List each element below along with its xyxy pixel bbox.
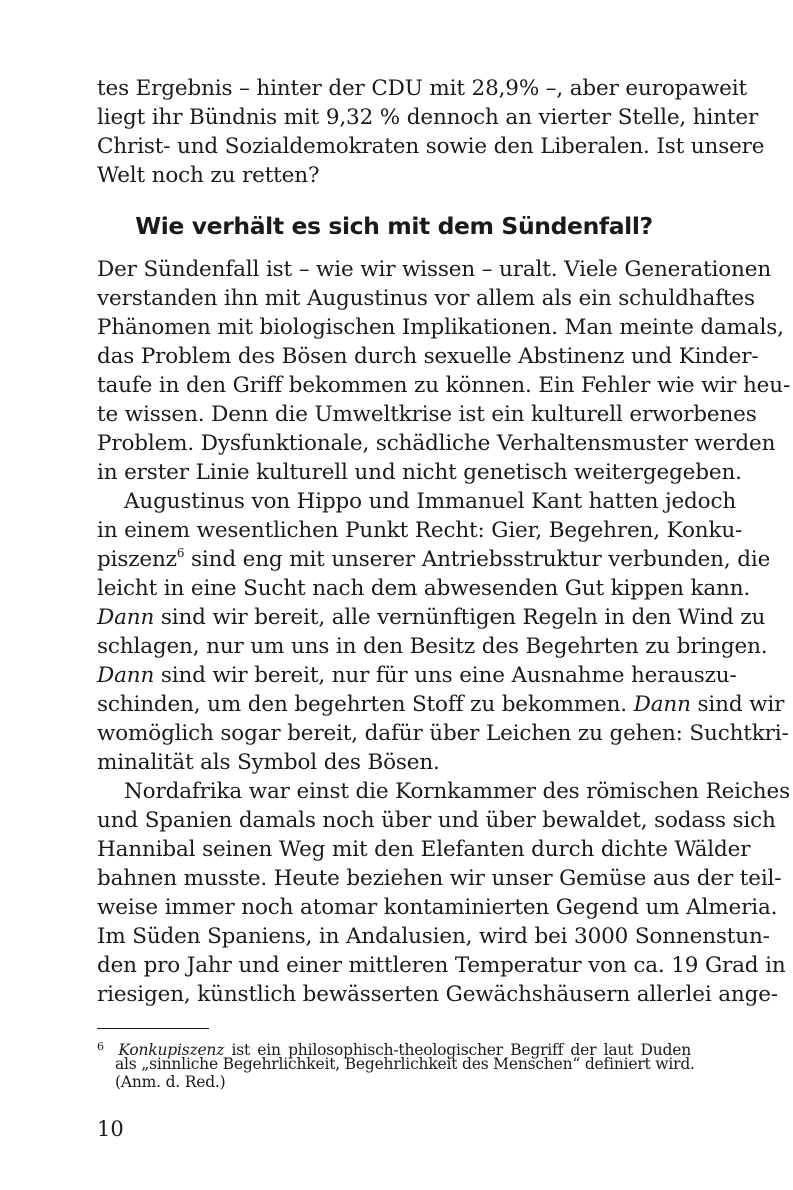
footnote-line	[97, 1038, 691, 1059]
paragraph-line: Problem. Dysfunktionale, schädliche Verhaltensmuster werden	[97, 431, 776, 456]
text-span: sind wir bereit, alle vernünftigen Regeln in den Wind zu	[154, 605, 766, 630]
section-heading: Wie verhält es sich mit dem Sündenfall?	[135, 212, 653, 240]
paragraph-line: in erster Linie kulturell und nicht genetisch weitergegeben.	[97, 460, 742, 485]
footnote-reference: 6	[176, 546, 185, 560]
paragraph-line: und Spanien damals noch über und über bewaldet, sodass sich	[97, 808, 776, 833]
paragraph-line	[97, 545, 771, 574]
paragraph-line: te wissen. Denn die Umweltkrise ist ein kulturell erworbenes	[97, 402, 757, 427]
footnote-line: als „sinnliche Begehrlichkeit, Begehrlichkeit des Menschen“ definiert wird.	[115, 1055, 695, 1073]
paragraph-line	[97, 690, 785, 719]
page-number: 10	[97, 1117, 124, 1141]
text-span: piszenz	[97, 547, 177, 572]
footnote-term: Konkupiszenz	[118, 1041, 225, 1059]
text-span: sind eng mit unserer Antriebsstruktur verbunden, die	[184, 547, 771, 572]
footnote-line: (Anm. d. Red.)	[115, 1073, 226, 1091]
paragraph-line: das Problem des Bösen durch sexuelle Abstinenz und Kinder-	[97, 344, 759, 369]
paragraph-line: weise immer noch atomar kontaminierten Gegend um Almeria.	[97, 895, 778, 920]
emphasis-text: Dann	[97, 605, 155, 630]
paragraph-line: minalität als Symbol des Bösen.	[97, 750, 440, 775]
paragraph-line: Der Sündenfall ist – wie wir wissen – uralt. Viele Generationen	[97, 257, 772, 282]
paragraph-line	[97, 603, 766, 632]
text-span: schinden, um den begehrten Stoff zu bekommen.	[97, 692, 634, 717]
paragraph-line: Welt noch zu retten?	[97, 163, 320, 188]
paragraph-line: verstanden ihn mit Augustinus vor allem als ein schuldhaftes	[97, 286, 755, 311]
emphasis-text: Dann	[633, 692, 691, 717]
paragraph-line: Im Süden Spaniens, in Andalusien, wird bei 3000 Sonnenstun-	[97, 924, 770, 949]
paragraph-line: Augustinus von Hippo und Immanuel Kant hatten jedoch	[124, 489, 737, 514]
paragraph-line	[97, 661, 737, 690]
paragraph-line: tes Ergebnis – hinter der CDU mit 28,9% –, aber europaweit	[97, 76, 747, 101]
paragraph-line: bahnen musste. Heute beziehen wir unser Gemüse aus der teil-	[97, 866, 782, 891]
paragraph-line: womöglich sogar bereit, dafür über Leichen zu gehen: Suchtkri-	[97, 721, 789, 746]
footnote-text: ist ein philosophisch-theologischer Begriff der laut Duden	[224, 1041, 691, 1059]
text-span: sind wir bereit, nur für uns eine Ausnahme herauszu-	[154, 663, 737, 688]
footnote-number: 6	[97, 1040, 104, 1053]
paragraph-line: liegt ihr Bündnis mit 9,32 % dennoch an vierter Stelle, hinter	[97, 105, 759, 130]
paragraph-line: schlagen, nur um uns in den Besitz des Begehrten zu bringen.	[97, 634, 768, 659]
paragraph-line: Phänomen mit biologischen Implikationen. Man meinte damals,	[97, 315, 784, 340]
paragraph-line: Christ- und Sozialdemokraten sowie den Liberalen. Ist unsere	[97, 134, 765, 159]
emphasis-text: Dann	[97, 663, 155, 688]
paragraph-line: in einem wesentlichen Punkt Recht: Gier, Begehren, Konku-	[97, 518, 743, 543]
paragraph-line: taufe in den Griff bekommen zu können. Ein Fehler wie wir heu-	[97, 373, 791, 398]
paragraph-line: Hannibal seinen Weg mit den Elefanten durch dichte Wälder	[97, 837, 751, 862]
paragraph-line: Nordafrika war einst die Kornkammer des römischen Reiches	[124, 779, 790, 804]
footnote-divider	[97, 1028, 209, 1029]
paragraph-line: den pro Jahr und einer mittleren Temperatur von ca. 19 Grad in	[97, 953, 786, 978]
text-span: sind wir	[690, 692, 785, 717]
paragraph-line: leicht in eine Sucht nach dem abwesenden Gut kippen kann.	[97, 576, 751, 601]
paragraph-line: riesigen, künstlich bewässerten Gewächshäusern allerlei ange-	[97, 982, 778, 1007]
